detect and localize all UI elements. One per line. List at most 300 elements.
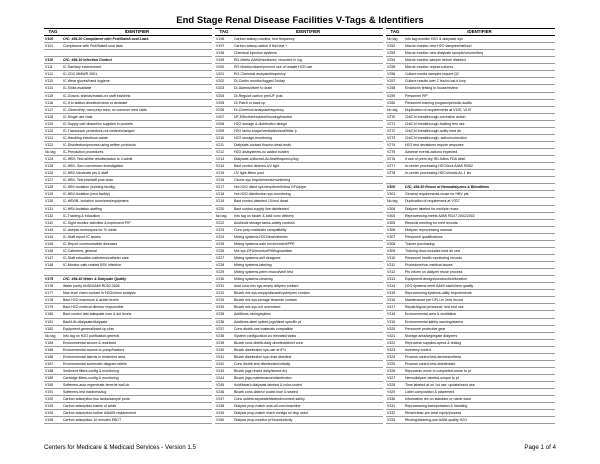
table-row bbox=[44, 191, 212, 198]
table-row bbox=[215, 127, 383, 134]
table-row bbox=[215, 226, 383, 233]
section-row bbox=[44, 276, 212, 283]
vtag-cell: V326 bbox=[386, 367, 404, 374]
identifier-cell: Bact control-disinfect 1X/mo/ dead bbox=[233, 198, 383, 205]
identifier-cell: Rinse/clean-pre-treat equip/process bbox=[404, 410, 555, 417]
vtag-cell: V322 bbox=[386, 339, 404, 346]
identifier-cell: General requirements-reuse for HBV pts bbox=[404, 191, 555, 198]
vtag-cell: V178 bbox=[44, 297, 62, 304]
identifier-cell: Equipment-general/back up plan bbox=[62, 325, 212, 332]
vtag-cell: V148 bbox=[44, 262, 62, 269]
vtag-cell bbox=[44, 269, 62, 276]
table-row bbox=[386, 198, 555, 205]
table-row bbox=[386, 120, 555, 127]
vtag-cell: V260 bbox=[386, 99, 404, 106]
vtag-cell: V243 bbox=[215, 367, 233, 374]
vtag-cell: V195 bbox=[44, 417, 62, 424]
table-row bbox=[215, 113, 383, 120]
vtag-cell bbox=[386, 177, 404, 184]
table-row bbox=[44, 318, 212, 325]
vtag-cell: V196 bbox=[215, 36, 233, 43]
identifier-cell: Bicarb distribution sys-rinse disinfect bbox=[233, 353, 383, 360]
identifier-cell: Acid/bulk storage tanks-safety controls bbox=[233, 219, 383, 226]
table-row bbox=[386, 149, 555, 156]
vtag-cell: V207 bbox=[215, 113, 233, 120]
table-row bbox=[44, 43, 212, 50]
vtag-cell: No tag bbox=[44, 332, 62, 339]
table-row bbox=[215, 403, 383, 410]
identifier-cell: Procedure/non-medical issues bbox=[404, 262, 555, 269]
vtag-column-3 bbox=[386, 28, 555, 424]
vtag-cell: V304 bbox=[386, 212, 404, 219]
identifier-cell: RO-Monitor/alarm/prevent use of unsafe H2O use bbox=[233, 64, 383, 71]
table-row bbox=[215, 106, 383, 113]
vtag-cell: V181 bbox=[44, 318, 62, 325]
identifier-cell: IC-Transducer protectors-not wetted/changed bbox=[62, 127, 212, 134]
table-row bbox=[44, 127, 212, 134]
table-row bbox=[44, 85, 212, 92]
vtag-cell: V214 bbox=[215, 163, 233, 170]
vtag-cell: V191 bbox=[44, 389, 62, 396]
vtag-cell: V101 bbox=[44, 43, 62, 50]
vtag-cell: V232 bbox=[215, 290, 233, 297]
vtag-cell: V314 bbox=[386, 283, 404, 290]
vtag-cell: V121 bbox=[44, 134, 62, 141]
identifier-cell: Carbon adsorption-two tanks/sample ports bbox=[62, 396, 212, 403]
table-row bbox=[215, 78, 383, 85]
vtag-tables bbox=[44, 28, 555, 424]
identifier-cell: Mixing systems-self designed bbox=[233, 254, 383, 261]
table-row bbox=[44, 325, 212, 332]
identifier-cell: Softeners-test hardness/log bbox=[62, 389, 212, 396]
identifier-cell: Records meeting for med records bbox=[404, 219, 555, 226]
vtag-cell: V217 bbox=[215, 184, 233, 191]
table-row bbox=[386, 276, 555, 283]
identifier-cell: Bact H2O maximum & action levels bbox=[62, 297, 212, 304]
table-row bbox=[386, 240, 555, 247]
table-row bbox=[386, 36, 555, 43]
vtag-cell: V273 bbox=[386, 134, 404, 141]
vtag-cell: V112 bbox=[44, 71, 62, 78]
identifier-cell: Culture results over 2 hrs/no cat-it loop bbox=[404, 78, 555, 85]
table-row bbox=[44, 254, 212, 261]
identifier-cell: Endotoxin testing in house/review bbox=[404, 85, 555, 92]
vtag-cell: V145 bbox=[44, 240, 62, 247]
identifier-cell: Bicarb mix sys-not overmixed bbox=[233, 304, 383, 311]
table-row bbox=[215, 325, 383, 332]
identifier-cell: Bicarb mix sys-empty/discard/cycle/prev contam bbox=[233, 290, 383, 297]
table-row bbox=[44, 247, 212, 254]
identifier-cell: IC-HBV- Sero conversion investigation bbox=[62, 163, 212, 170]
identifier-cell: Dialyzer labeled for multiple reuse bbox=[404, 205, 555, 212]
identifier-cell: Microb monitor-sample before disinfect bbox=[404, 57, 555, 64]
vtag-table-2 bbox=[215, 28, 383, 424]
identifier-cell: Microb monitor-new dialysate sample/volume/freq bbox=[404, 50, 555, 57]
vtag-cell: V257 bbox=[386, 78, 404, 85]
table-row bbox=[215, 410, 383, 417]
table-row bbox=[386, 339, 555, 346]
table-row bbox=[215, 290, 383, 297]
footer-source: Centers for Medicare & Medicaid Services - Version 1.5 bbox=[44, 444, 197, 451]
table-row bbox=[44, 226, 212, 233]
table-row bbox=[386, 226, 555, 233]
table-row bbox=[44, 134, 212, 141]
table-row bbox=[44, 311, 212, 318]
identifier-cell: Acid/bicarb dialysate labeled & color-coded bbox=[233, 382, 383, 389]
identifier-cell: Training docs-includes med dir cert bbox=[404, 247, 555, 254]
table-row bbox=[44, 141, 212, 148]
table-row bbox=[215, 184, 383, 191]
table-row bbox=[215, 318, 383, 325]
table-row bbox=[386, 57, 555, 64]
table-row bbox=[44, 297, 212, 304]
vtag-column-2 bbox=[215, 28, 383, 424]
identifier-cell: Dialysate-cultures/LAL/test/frequency/log bbox=[233, 156, 383, 163]
identifier-cell: H2O storage-monitoring bbox=[233, 134, 383, 141]
vtag-cell: V187 bbox=[44, 360, 62, 367]
identifier-cell: Bicarb distribution sys-use at IFU bbox=[233, 346, 383, 353]
table-row bbox=[215, 346, 383, 353]
table-row bbox=[386, 417, 555, 424]
vtag-cell: V116 bbox=[44, 99, 62, 106]
table-row bbox=[386, 219, 555, 226]
identifier-cell: Duplication of requirements at V192, V197 bbox=[404, 106, 555, 113]
identifier-cell: Bicarb mix sys-storage time/min contam bbox=[233, 297, 383, 304]
table-row bbox=[386, 262, 555, 269]
identifier-cell: Cartridge filters-config & monitoring bbox=[62, 375, 212, 382]
vtag-cell: V201 bbox=[215, 71, 233, 78]
vtag-cell: V306 bbox=[386, 226, 404, 233]
table-row bbox=[215, 205, 383, 212]
identifier-cell: Carbon adsorption-iodine #/AAMI replacement bbox=[62, 410, 212, 417]
identifier-cell: Personnel protective gear bbox=[404, 325, 555, 332]
identifier-cell: Conc distrib-use materials compatible bbox=[233, 325, 383, 332]
vtag-cell: V228 bbox=[215, 262, 233, 269]
table-row bbox=[215, 417, 383, 424]
table-row bbox=[215, 177, 383, 184]
table-row bbox=[44, 262, 212, 269]
identifier-cell: Info tag on H2O purification-general bbox=[62, 332, 212, 339]
vtag-cell: V277 bbox=[386, 163, 404, 170]
vtag-cell: V245 bbox=[215, 382, 233, 389]
table-row bbox=[215, 149, 383, 156]
vtag-cell: V254 bbox=[386, 57, 404, 64]
identifier-cell: CfC: 494.50 Reuse of Hemodialyzers & Bloodlines bbox=[404, 184, 555, 191]
vtag-cell: V233 bbox=[215, 297, 233, 304]
vtag-cell: V238 bbox=[215, 332, 233, 339]
identifier-cell: Personnel PIP bbox=[404, 92, 555, 99]
table-row bbox=[386, 177, 555, 184]
table-row bbox=[44, 269, 212, 276]
vtag-cell: V270 bbox=[386, 113, 404, 120]
identifier-cell: Mixing systems-labeling bbox=[233, 262, 383, 269]
identifier-cell: Label composition & placement bbox=[404, 389, 555, 396]
identifier-cell: Maintenance per DFU or 2x/w record bbox=[404, 297, 555, 304]
identifier-cell: Mixing systems-cleaning bbox=[233, 276, 383, 283]
identifier-cell: IC-Wear gloves/hand hygiene bbox=[62, 78, 212, 85]
vtag-cell: V180 bbox=[44, 311, 62, 318]
identifier-cell: UF-Effective/replace/housing/monitor bbox=[233, 113, 383, 120]
identifier-cell: Carbon adsorp-monitor, test frequency bbox=[233, 36, 383, 43]
identifier-cell: IC-Supply cart distant/no supplies in pockets bbox=[62, 120, 212, 127]
vtag-cell: V312 bbox=[386, 269, 404, 276]
vtag-cell: V310 bbox=[386, 254, 404, 261]
vtag-cell: V237 bbox=[215, 325, 233, 332]
table-row bbox=[44, 71, 212, 78]
identifier-cell: Rinsing/cleaning-use AAMI quality H2O bbox=[404, 417, 555, 424]
identifier-cell: Bact control test-adequate max & act levels bbox=[62, 311, 212, 318]
vtag-cell: V111 bbox=[44, 64, 62, 71]
identifier-cell: Environmental secure & restricted bbox=[62, 339, 212, 346]
vtag-cell: V197 bbox=[215, 43, 233, 50]
vtag-table-3 bbox=[386, 28, 555, 424]
vtag-cell: V125 bbox=[44, 163, 62, 170]
table-row bbox=[44, 403, 212, 410]
vtag-cell: V225 bbox=[215, 240, 233, 247]
identifier-cell: Hemodialyzer labeled-unique to pt bbox=[404, 375, 555, 382]
vtag-cell: V259 bbox=[386, 92, 404, 99]
identifier-cell: Microb monitor-repeat cultures bbox=[404, 64, 555, 71]
identifier-cell: Personnel health monitoring records bbox=[404, 254, 555, 261]
vtag-cell: V330 bbox=[386, 396, 404, 403]
table-row bbox=[44, 219, 212, 226]
vtag-cell: V188 bbox=[44, 367, 62, 374]
vtag-cell: V124 bbox=[44, 156, 62, 163]
identifier-cell: IC-HBV-Isolation (new facility) bbox=[62, 191, 212, 198]
identifier-cell: Acid conc mix sys-empty at/tprev contam bbox=[233, 283, 383, 290]
vtag-cell: V142 bbox=[44, 219, 62, 226]
table-row bbox=[215, 339, 383, 346]
identifier-cell: Environmental schematic diagram labels bbox=[62, 360, 212, 367]
vtag-cell: V205 bbox=[215, 99, 233, 106]
identifier-cell: Reprocessing systems-utility requirements bbox=[404, 290, 555, 297]
table-row bbox=[386, 141, 555, 148]
vtag-cell: V317 bbox=[386, 304, 404, 311]
identifier-cell: Storage area/segregate dialyzers bbox=[404, 332, 555, 339]
table-row bbox=[215, 50, 383, 57]
table-row bbox=[44, 367, 212, 374]
table-row bbox=[386, 43, 555, 50]
vtag-cell: V216 bbox=[215, 177, 233, 184]
table-row bbox=[215, 283, 383, 290]
vtag-cell: V246 bbox=[215, 389, 233, 396]
table-row bbox=[386, 163, 555, 170]
table-row bbox=[386, 389, 555, 396]
vtag-cell: V258 bbox=[386, 85, 404, 92]
identifier-cell: IC-HBV-Isolation-staffing bbox=[62, 205, 212, 212]
table-row bbox=[215, 64, 383, 71]
table-row bbox=[44, 205, 212, 212]
vtag-cell: V211 bbox=[215, 141, 233, 148]
identifier-cell: IC-Disinfection/process using written protocols bbox=[62, 141, 212, 148]
vtag-cell: V179 bbox=[44, 304, 62, 311]
identifier-cell: System configuration-no elevated tanks bbox=[233, 332, 383, 339]
table-row bbox=[44, 360, 212, 367]
table-row bbox=[386, 290, 555, 297]
table-row bbox=[44, 375, 212, 382]
vtag-cell: V184 bbox=[44, 339, 62, 346]
table-row bbox=[386, 92, 555, 99]
vtag-cell: V117 bbox=[44, 106, 62, 113]
table-row bbox=[386, 297, 555, 304]
identifier-cell: H2O distsystems-no added burden bbox=[233, 149, 383, 156]
table-row bbox=[386, 311, 555, 318]
identifier-cell: Chl/Chl breakthrough- action/correction bbox=[404, 134, 555, 141]
identifier-cell: Process control test-disinfectant bbox=[404, 360, 555, 367]
identifier-cell: Compliance with Fed/State/Local laws bbox=[62, 43, 212, 50]
vtag-cell: V113 bbox=[44, 78, 62, 85]
table-row bbox=[215, 191, 383, 198]
identifier-cell: Reprocessing-transportation & handling bbox=[404, 403, 555, 410]
vtag-cell: V318 bbox=[386, 311, 404, 318]
table-row bbox=[386, 346, 555, 353]
identifier-cell: Process control test-devices/criteria bbox=[404, 353, 555, 360]
vtag-cell: V234 bbox=[215, 304, 233, 311]
identifier-cell: Chl/Chl breakthrough-notify med dir bbox=[404, 127, 555, 134]
vtag-cell: V306 bbox=[386, 205, 404, 212]
vtag-cell: V274 bbox=[386, 141, 404, 148]
table-row bbox=[386, 191, 555, 198]
table-row bbox=[386, 212, 555, 219]
identifier-cell: Mixing systems-safe environment/PPE bbox=[233, 240, 383, 247]
vtag-cell: V203 bbox=[215, 85, 233, 92]
vtag-cell: V308 bbox=[386, 240, 404, 247]
vtag-cell: V219 bbox=[215, 198, 233, 205]
identifier-cell: IC-CDC MMWR 2001 bbox=[62, 71, 212, 78]
table-row bbox=[44, 163, 212, 170]
vtag-cell: V239 bbox=[215, 339, 233, 346]
table-row bbox=[215, 332, 383, 339]
table-row bbox=[44, 198, 212, 205]
identifier-cell: Environmental safety warning/alarms bbox=[404, 318, 555, 325]
vtag-cell: V235 bbox=[215, 311, 233, 318]
table-row bbox=[44, 382, 212, 389]
vtag-cell: V209 bbox=[215, 127, 233, 134]
identifier-cell: IC-Catheters, general bbox=[62, 247, 212, 254]
table-row bbox=[386, 247, 555, 254]
identifier-cell: IC-Single use vials bbox=[62, 113, 212, 120]
table-row bbox=[386, 113, 555, 120]
table-row bbox=[44, 50, 212, 57]
table-row bbox=[215, 99, 383, 106]
vtag-cell: V250 bbox=[215, 417, 233, 424]
identifier-cell: IC-Sanitary environment bbox=[62, 64, 212, 71]
identifier-cell: Chl/Chl breakthrough-corrective action bbox=[404, 113, 555, 120]
identifier-cell: IC-Report communicable diseases bbox=[62, 240, 212, 247]
table-row bbox=[386, 410, 555, 417]
identifier-cell: Bact/LAL/dialysate/dialysate bbox=[62, 318, 212, 325]
vtag-cell: V177 bbox=[44, 290, 62, 297]
vtag-cell: V247 bbox=[215, 396, 233, 403]
identifier-cell: CfC: 494.20 Compliance with Fed/State/Local Laws bbox=[62, 36, 212, 43]
section-row bbox=[44, 57, 212, 64]
table-row bbox=[215, 311, 383, 318]
identifier-cell: Inventory control bbox=[404, 346, 555, 353]
table-row bbox=[44, 290, 212, 297]
table-row bbox=[386, 304, 555, 311]
identifier-cell: Microb monitor-new H2O samples/method bbox=[404, 43, 555, 50]
identifier-cell: Water purity ANSI/AAMI RD52:2004 bbox=[62, 283, 212, 290]
identifier-cell bbox=[62, 50, 212, 57]
vtag-cell: V240 bbox=[215, 346, 233, 353]
table-row bbox=[215, 36, 383, 43]
table-row bbox=[215, 85, 383, 92]
identifier-cell: Reprocess move to completed-reuse to pt bbox=[404, 367, 555, 374]
table-row bbox=[386, 325, 555, 332]
table-row bbox=[215, 198, 383, 205]
vtag-cell: V200 bbox=[215, 64, 233, 71]
table-row bbox=[44, 113, 212, 120]
table-row bbox=[44, 92, 212, 99]
identifier-cell: IC-Training & education bbox=[62, 212, 212, 219]
table-row bbox=[215, 382, 383, 389]
vtag-cell: V193 bbox=[44, 403, 62, 410]
identifier-cell: DI-Regular carbon pre/UF post bbox=[233, 92, 383, 99]
identifier-cell: IC-Sinks available bbox=[62, 85, 212, 92]
table-row bbox=[386, 64, 555, 71]
identifier-cell: Reprocess supplies-specs & testing bbox=[404, 339, 555, 346]
identifier-cell: Mix sys-DFU/monitor/PM/log/sanitize bbox=[233, 247, 383, 254]
tag-header: TAG bbox=[215, 29, 233, 36]
table-row bbox=[44, 78, 212, 85]
vtag-cell: V229 bbox=[215, 269, 233, 276]
vtag-cell: V321 bbox=[386, 332, 404, 339]
identifier-cell: DI-Patch or back up bbox=[233, 99, 383, 106]
identifier-cell: IC-Monitor cath-related BSI/ infection bbox=[62, 262, 212, 269]
identifier-cell: H2O storage & distribution design bbox=[233, 120, 383, 127]
table-row bbox=[215, 262, 383, 269]
vtag-cell: V128 bbox=[44, 184, 62, 191]
vtag-cell: V256 bbox=[386, 71, 404, 78]
identifier-cell bbox=[404, 177, 555, 184]
vtag-cell: V224 bbox=[215, 233, 233, 240]
vtag-cell: V244 bbox=[215, 375, 233, 382]
vtag-cell: V278 bbox=[386, 170, 404, 177]
identifier-cell: Bicarb conc-date/or coded blue & sealed bbox=[233, 389, 383, 396]
identifier-cell: Info tag-monitor H2O & dialysate sys bbox=[404, 36, 555, 43]
table-row bbox=[386, 85, 555, 92]
vtag-cell: V329 bbox=[386, 389, 404, 396]
table-row bbox=[215, 92, 383, 99]
identifier-cell: Additives-label spiked jugs/label specific pt bbox=[233, 318, 383, 325]
table-row bbox=[386, 134, 555, 141]
identifier-cell: Bact control-supply line disinfected bbox=[233, 205, 383, 212]
identifier-cell: Trainer purchasing bbox=[404, 240, 555, 247]
table-row bbox=[215, 304, 383, 311]
table-row bbox=[386, 318, 555, 325]
table-row bbox=[44, 283, 212, 290]
table-header bbox=[215, 29, 383, 36]
identifier-cell: Environmental access to pump/heaters bbox=[62, 346, 212, 353]
identifier-cell: H2O test deviations require response bbox=[404, 141, 555, 148]
vtag-cell: V325 bbox=[386, 360, 404, 367]
vtag-cell: V231 bbox=[215, 283, 233, 290]
table-row bbox=[44, 417, 212, 424]
vtag-cell: V185 bbox=[44, 346, 62, 353]
vtag-cell: V252 bbox=[386, 43, 404, 50]
table-row bbox=[386, 375, 555, 382]
table-row bbox=[44, 396, 212, 403]
vtag-cell: V100 bbox=[44, 36, 62, 43]
table-row bbox=[44, 184, 212, 191]
identifier-cell: IC-Sight monitor activities & implement PIP bbox=[62, 219, 212, 226]
identifier-cell: Hot H2O disinf sys-temp/time/follow DFU/pipe bbox=[233, 184, 383, 191]
table-row bbox=[44, 339, 212, 346]
vtag-cell: V248 bbox=[215, 403, 233, 410]
vtag-cell: V144 bbox=[44, 233, 62, 240]
vtag-cell: V120 bbox=[44, 127, 62, 134]
vtag-cell: V271 bbox=[386, 120, 404, 127]
